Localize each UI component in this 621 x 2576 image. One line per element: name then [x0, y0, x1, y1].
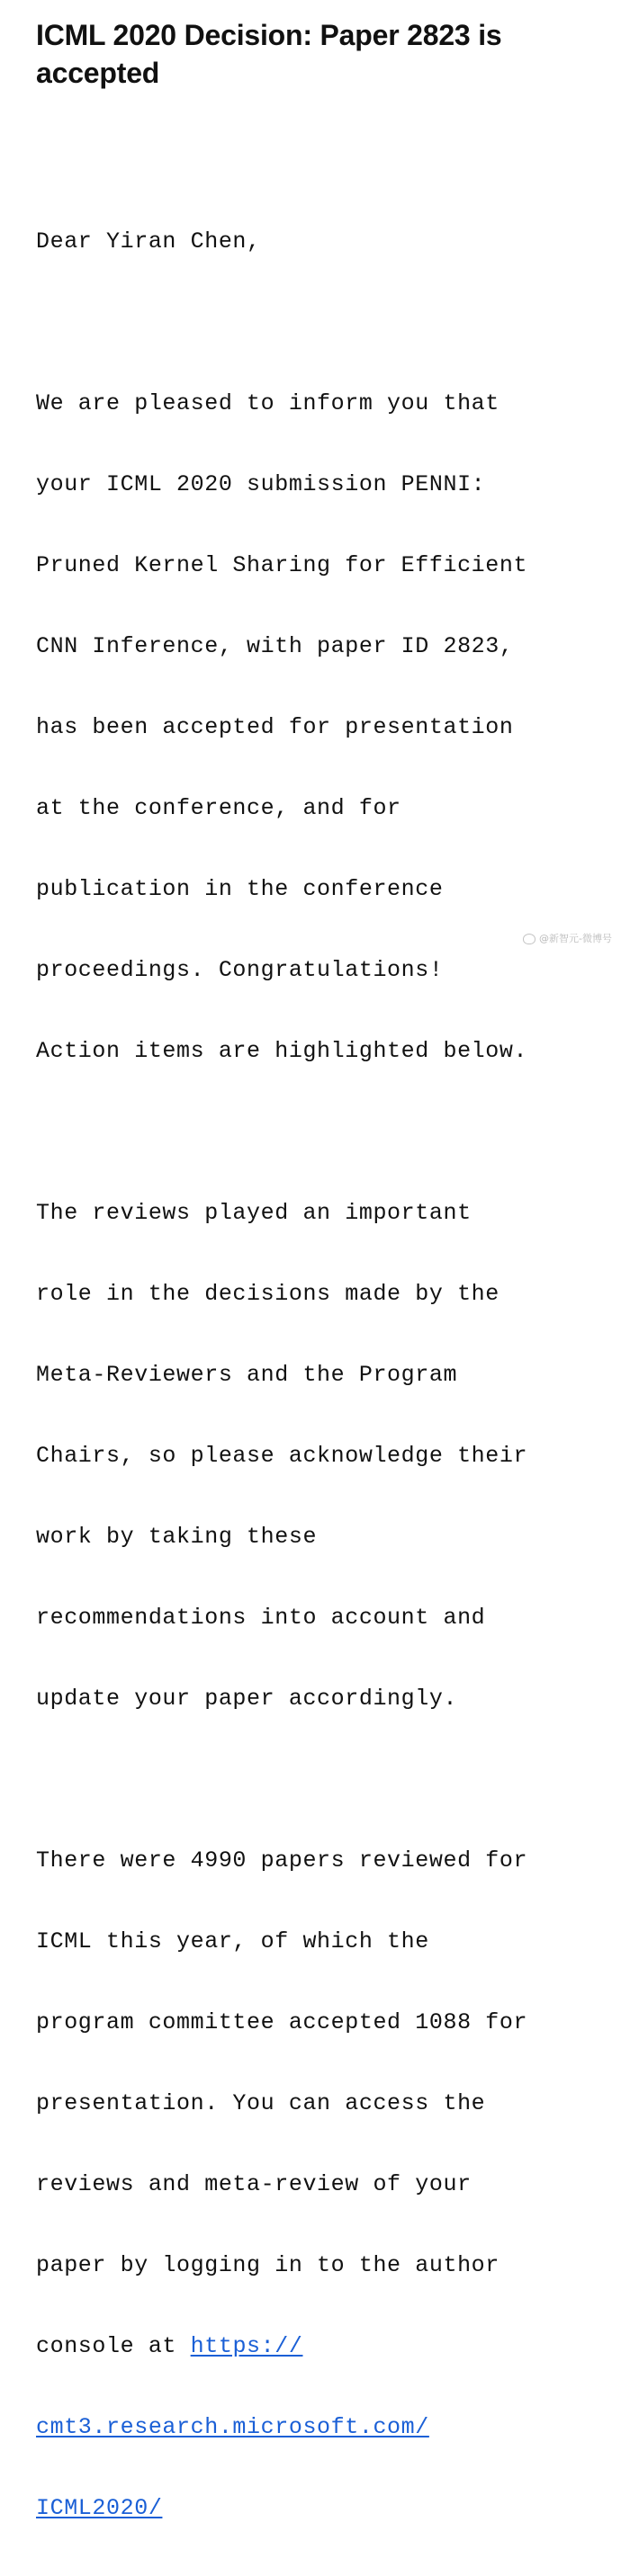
paragraph-statistics [36, 1793, 585, 2576]
paragraph-line: Chairs, so please acknowledge their [36, 1443, 528, 1469]
paragraph-line: Meta-Reviewers and the Program [36, 1362, 458, 1388]
paragraph-line: CNN Inference, with paper ID 2823, [36, 633, 514, 659]
weibo-icon [523, 934, 536, 944]
paragraph-line: The reviews played an important [36, 1200, 472, 1226]
paragraph-line: paper by logging in to the author [36, 2252, 500, 2278]
greeting [36, 174, 585, 309]
paragraph-line: proceedings. Congratulations! [36, 957, 444, 983]
author-console-link-part[interactable]: ICML2020/ [36, 2495, 163, 2521]
author-console-link-part[interactable]: cmt3.research.microsoft.com/ [36, 2414, 429, 2440]
greeting-line: Dear Yiran Chen, [36, 228, 261, 255]
paragraph-line: Pruned Kernel Sharing for Efficient [36, 552, 528, 578]
paragraph-line: reviews and meta-review of your [36, 2171, 472, 2197]
console-line [36, 2495, 585, 2522]
email-body [36, 174, 585, 2576]
paragraph-reviews [36, 1146, 585, 1767]
paragraph-line: at the conference, and for [36, 795, 401, 821]
paragraph-line: There were 4990 papers reviewed for [36, 1847, 528, 1874]
watermark-text: @新智元-微博号 [539, 933, 612, 944]
paragraph-line: We are pleased to inform you that [36, 390, 500, 416]
paragraph-line: ICML this year, of which the [36, 1928, 429, 1954]
console-prefix: console at [36, 2333, 191, 2359]
paragraph-line: recommendations into account and [36, 1605, 486, 1631]
console-line [36, 2333, 585, 2360]
paragraph-line: publication in the conference [36, 876, 444, 902]
paragraph-line: has been accepted for presentation [36, 714, 514, 740]
paragraph-line: program committee accepted 1088 for [36, 2009, 528, 2035]
paragraph-acceptance [36, 336, 585, 1119]
paragraph-line: Action items are highlighted below. [36, 1038, 528, 1064]
email-subject: ICML 2020 Decision: Paper 2823 is accepted [36, 19, 502, 89]
paragraph-line: role in the decisions made by the [36, 1281, 500, 1307]
paragraph-line: work by taking these [36, 1524, 318, 1550]
console-line [36, 2414, 585, 2441]
author-console-link-part[interactable]: https:// [190, 2333, 303, 2359]
watermark [523, 932, 612, 946]
paragraph-line: presentation. You can access the [36, 2090, 486, 2116]
paragraph-line: your ICML 2020 submission PENNI: [36, 471, 486, 497]
paragraph-line: update your paper accordingly. [36, 1686, 458, 1712]
